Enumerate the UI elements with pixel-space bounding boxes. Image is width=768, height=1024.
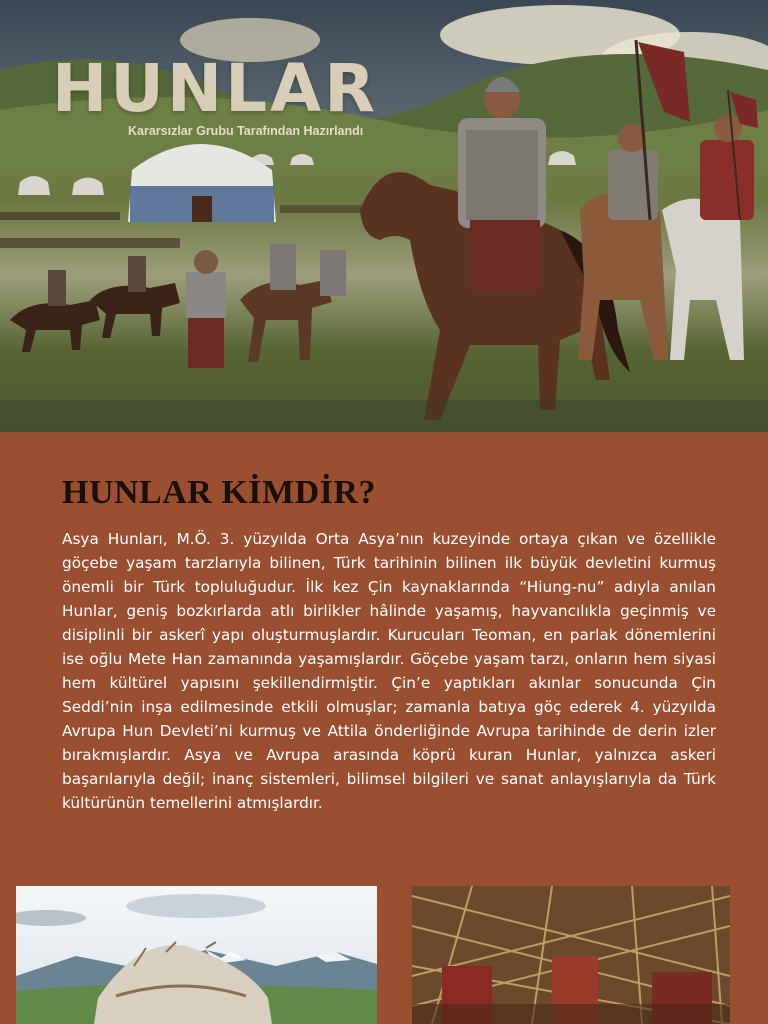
hero-title: HUNLAR (52, 50, 379, 127)
yurt-landscape-photo (16, 886, 377, 1024)
hero-subtitle: Kararsızlar Grubu Tarafından Hazırlandı (128, 124, 364, 138)
hero-banner (0, 0, 768, 432)
yurt-interior-image (412, 886, 730, 1024)
article-body: Asya Hunları, M.Ö. 3. yüzyılda Orta Asya’nın kuzeyinde ortaya çıkan ve özellikle göçebe yaşam tarzlarıyla bilinen, Türk tarihinin bilinen ilk büyük devletini kurmuş önemli bir Türk topluluğudur. İlk kez Çin kaynaklarında “Hiung-nu” adıyla anılan Hunlar, geniş bozkırlarda atlı birlikler hâlinde yaşamış, hayvancılıkla geçinmiş ve disiplinli bir askerî yapı oluşturmuşlardır. Kurucuları Teoman, en parlak dönemlerini ise oğlu Mete Han zamanında yaşamışlardır. Göçebe yaşam tarzı, onların hem siyasi hem kültürel yapısını şekillendirmiştir. Çin’e yaptıkları akınlar sonucunda Çin Seddi’nin inşa edilmesinde etkili olmuşlar; zamanla batıya göç ederek 4. yüzyılda Avrupa Hun Devleti’ni kurmuş ve Attila önderliğinde Avrupa tarihinde de derin izler bırakmışlardır. Asya ve Avrupa arasında köprü kuran Hunlar, yalnızca askeri başarılarıyla değil; inanç sistemleri, bilimsel bilgileri ve sanat anlayışlarıyla da Türk kültürünün temellerini atmışlardır. (62, 530, 716, 812)
yurt-landscape-image (16, 886, 377, 1024)
section-heading: HUNLAR KİMDİR? (62, 474, 376, 511)
yurt-interior-photo (412, 886, 730, 1024)
